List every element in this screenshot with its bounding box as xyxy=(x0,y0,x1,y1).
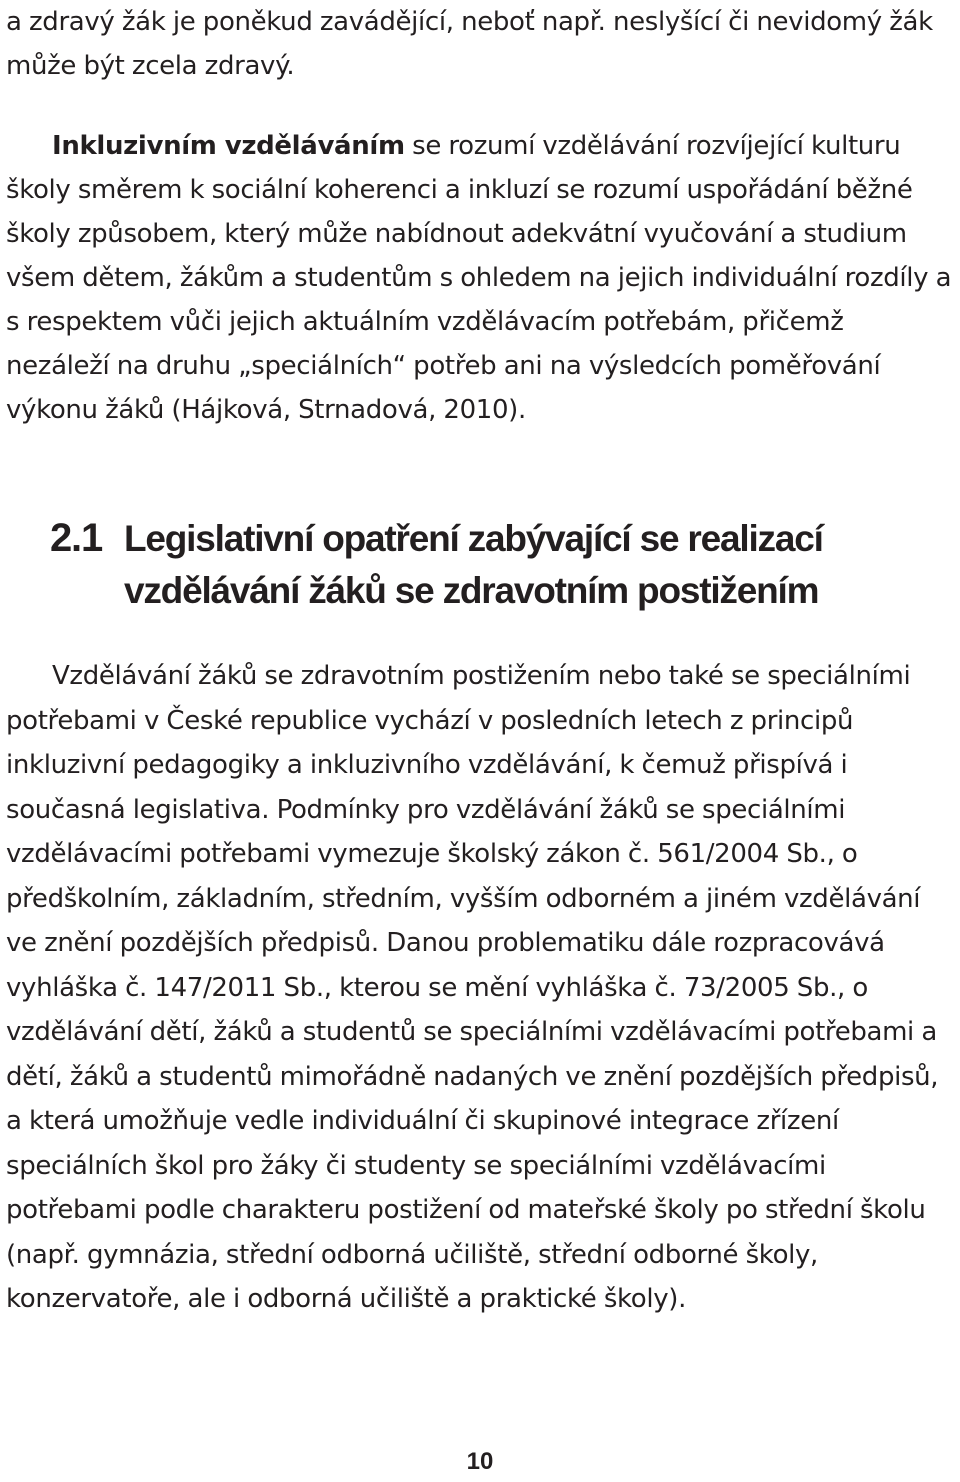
section-number: 2.1 xyxy=(50,516,103,560)
definition-text: se rozumí vzdělávání rozvíjející kulturu školy směrem k sociální koherenci a inkluzí se rozumí uspořádání běžné školy způsobem, který může nabídnout adekvátní vyučování a studium všem dětem, žákům a studentům s ohledem na jejich individuální rozdíly a s respektem vůči jejich aktuálním vzdělávacím potřebám, přičemž nezáleží na druhu „speciálních“ potřeb ani na výsledcích poměřování výkonu žáků (Hájková, Strnadová, 2010). xyxy=(6,131,952,425)
intro-paragraph-text: a zdravý žák je poněkud zavádějící, neboť např. neslyšící či nevidomý žák může být zcela zdravý. xyxy=(6,7,933,81)
defined-term: Inkluzivním vzděláváním xyxy=(52,131,405,161)
section-title-line2: vzdělávání žáků se zdravotním postižením xyxy=(124,570,819,611)
section-heading xyxy=(50,512,930,617)
document-page xyxy=(6,0,954,1482)
legislation-paragraph xyxy=(6,654,954,1322)
legislation-paragraph-text: Vzdělávání žáků se zdravotním postižením nebo také se speciálními potřebami v České republice vychází v posledních letech z principů inkluzivní pedagogiky a inkluzivního vzdělávání, k čemuž přispívá i současná legislativa. Podmínky pro vzdělávání žáků se speciálními vzdělávacími potřebami vymezuje školský zákon č. 561/2004 Sb., o předškolním, základním, středním, vyšším odborném a jiném vzdělávání ve znění pozdějších předpisů. Danou problematiku dále rozpracovává vyhláška č. 147/2011 Sb., kterou se mění vyhláška č. 73/2005 Sb., o vzdělávání dětí, žáků a studentů se speciálními vzdělávacími potřebami a dětí, žáků a studentů mimořádně nadaných ve znění pozdějších předpisů, a která umožňuje vedle individuální či skupinové integrace zřízení speciálních škol pro žáky či studenty se speciálními vzdělávacími potřebami podle charakteru postižení od mateřské školy po střední školu (např. gymnázia, střední odborná učiliště, střední odborné školy, konzervatoře, ale i odborná učiliště a praktické školy). xyxy=(6,661,939,1314)
section-title-line1: Legislativní opatření zabývající se realizací xyxy=(124,518,823,559)
intro-paragraph xyxy=(6,0,954,88)
page-number: 10 xyxy=(466,1448,494,1475)
definition-paragraph xyxy=(6,124,954,432)
